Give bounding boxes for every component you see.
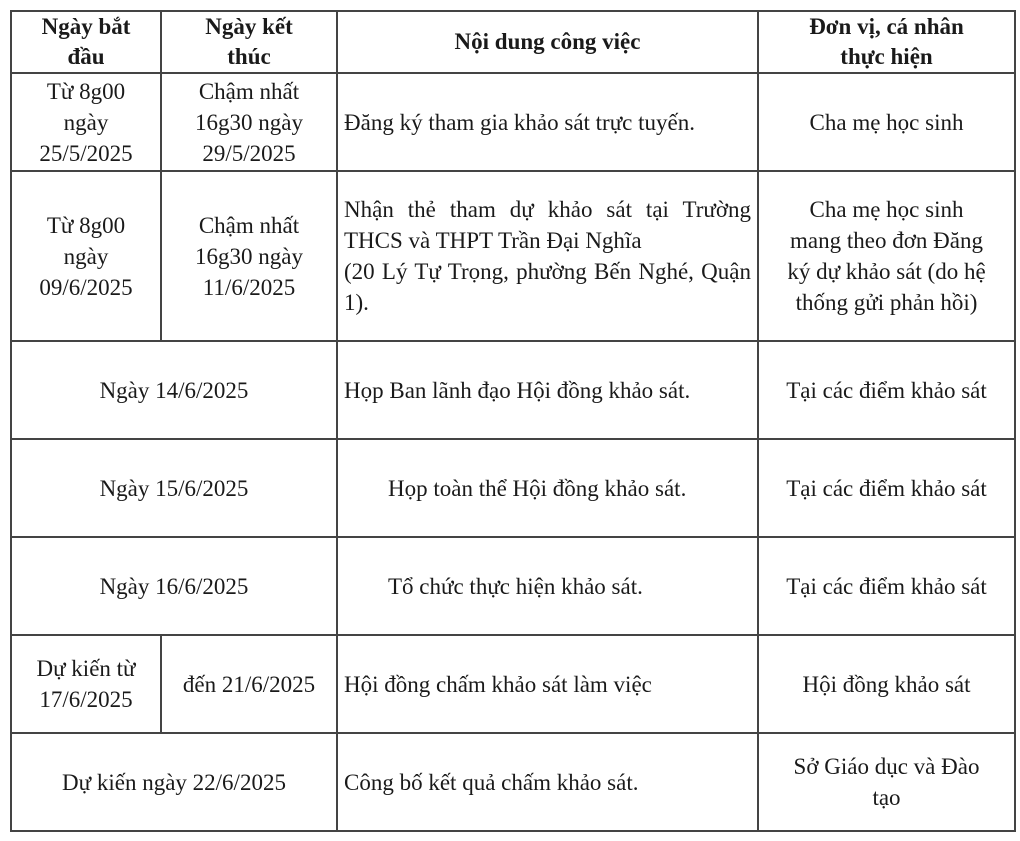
start-date-cell: Từ 8g00 ngày 25/5/2025 (11, 73, 161, 171)
header-end-date: Ngày kết thúc (161, 11, 337, 73)
table-row (11, 171, 1015, 341)
content-address: (20 Lý Tự Trọng, phường Bến Nghé, Quận 1). (344, 259, 751, 315)
table-row (11, 733, 1015, 831)
content-cell: Tổ chức thực hiện khảo sát. (337, 537, 758, 635)
table-row (11, 635, 1015, 733)
content-main: Nhận thẻ tham dự khảo sát tại Trường THCS và THPT Trần Đại Nghĩa (344, 197, 751, 253)
start-date-cell: Dự kiến từ 17/6/2025 (11, 635, 161, 733)
content-cell: Công bố kết quả chấm khảo sát. (337, 733, 758, 831)
unit-cell: Hội đồng khảo sát (758, 635, 1015, 733)
unit-cell: Sở Giáo dục và Đào tạo (758, 733, 1015, 831)
header-content: Nội dung công việc (337, 11, 758, 73)
header-row (11, 11, 1015, 73)
unit-cell: Cha mẹ học sinh mang theo đơn Đăng ký dự khảo sát (do hệ thống gửi phản hồi) (758, 171, 1015, 341)
content-cell: Hội đồng chấm khảo sát làm việc (337, 635, 758, 733)
end-date-cell: đến 21/6/2025 (161, 635, 337, 733)
content-cell: Họp toàn thể Hội đồng khảo sát. (337, 439, 758, 537)
date-cell: Ngày 16/6/2025 (11, 537, 337, 635)
start-date-cell: Từ 8g00 ngày 09/6/2025 (11, 171, 161, 341)
unit-cell: Tại các điểm khảo sát (758, 537, 1015, 635)
unit-cell: Tại các điểm khảo sát (758, 439, 1015, 537)
date-cell: Dự kiến ngày 22/6/2025 (11, 733, 337, 831)
table-row (11, 73, 1015, 171)
content-cell: Đăng ký tham gia khảo sát trực tuyến. (337, 73, 758, 171)
unit-cell: Cha mẹ học sinh (758, 73, 1015, 171)
date-cell: Ngày 14/6/2025 (11, 341, 337, 439)
unit-cell: Tại các điểm khảo sát (758, 341, 1015, 439)
header-unit: Đơn vị, cá nhân thực hiện (758, 11, 1015, 73)
content-cell (337, 171, 758, 341)
table-row (11, 439, 1015, 537)
table-row (11, 537, 1015, 635)
content-cell: Họp Ban lãnh đạo Hội đồng khảo sát. (337, 341, 758, 439)
date-cell: Ngày 15/6/2025 (11, 439, 337, 537)
table-row (11, 341, 1015, 439)
schedule-table (10, 10, 1016, 832)
end-date-cell: Chậm nhất 16g30 ngày 29/5/2025 (161, 73, 337, 171)
end-date-cell: Chậm nhất 16g30 ngày 11/6/2025 (161, 171, 337, 341)
header-start-date: Ngày bắt đầu (11, 11, 161, 73)
